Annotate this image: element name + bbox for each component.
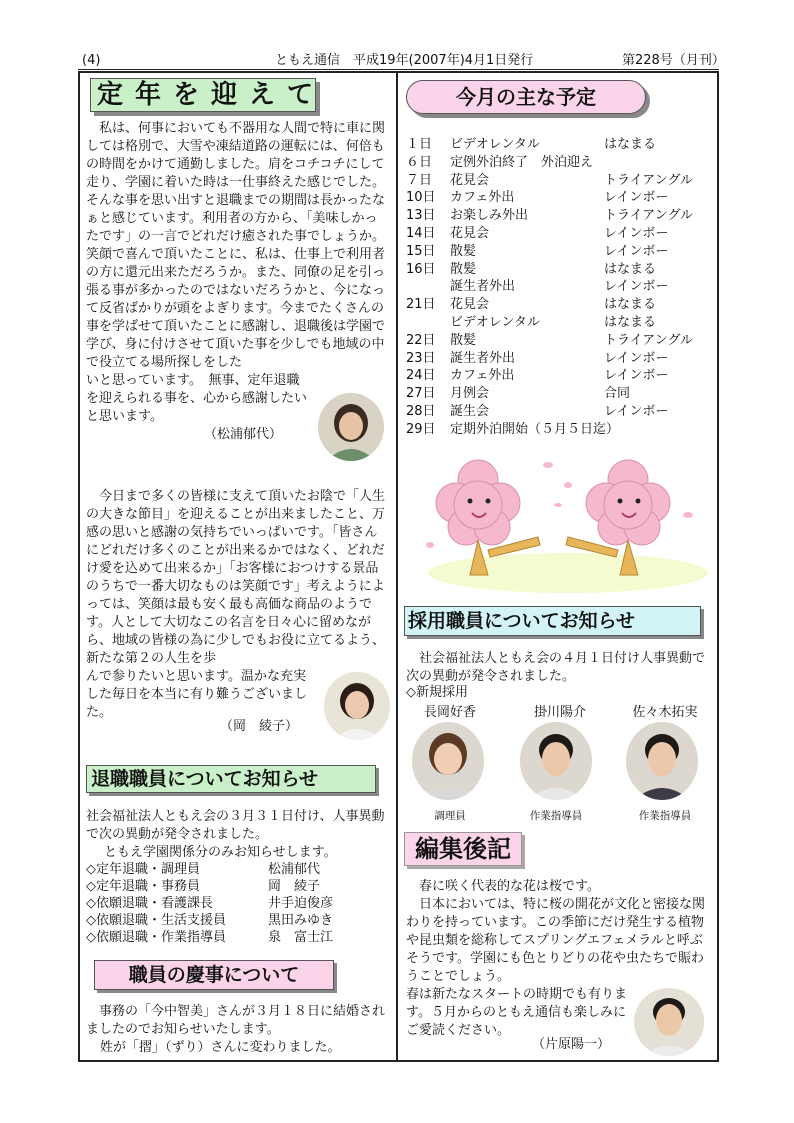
signature-katahara: （片原陽一） (532, 1037, 611, 1052)
hiring-title: 採用職員についてお知らせ (404, 606, 701, 636)
avatar-kakegawa (520, 722, 592, 800)
resign-reason: ◇定年退職・事務員 (86, 879, 200, 894)
avatar-matsuura (318, 393, 384, 461)
resign-name: 松浦郁代 (268, 862, 321, 877)
resignation-title: 退職職員についてお知らせ (86, 765, 376, 793)
page-number: (4) (82, 53, 101, 68)
signature-oka: （岡 綾子） (220, 719, 299, 734)
schedule-title: 今月の主な予定 (406, 80, 646, 114)
resign-reason: ◇依願退職・看護課長 (86, 896, 213, 911)
resign-reason: ◇定年退職・調理員 (86, 862, 200, 877)
avatar-sasaki (626, 722, 698, 800)
column-divider (396, 71, 398, 1062)
signature-matsuura: （松浦郁代） (203, 427, 282, 442)
staff-name: 佐々木拓実 (632, 705, 698, 720)
header-rule (78, 69, 719, 70)
hiring-intro: 社会福祉法人ともえ会の４月１日付け人事異動で次の異動が発令されました。 (406, 651, 706, 684)
retirement-paragraph-2-tail: んで参りたいと思います。温かな充実した毎日を本当に有り難うございました。 (86, 669, 308, 720)
resignation-intro-2: ともえ学園関係分のみお知らせします。 (104, 845, 337, 860)
staff-name: 掛川陽介 (533, 705, 586, 720)
editorial-para-2: 日本においては、特に桜の開花が文化と密接な関わりを持っています。この季節にだけ発生する植物や昆虫類を総称してスプリングエフェメラルと呼ぶそうです。学園にも色とりどりの花や虫たちで賑わうことでしょう。 (406, 897, 706, 984)
issue-number: 第228号（月刊） (622, 53, 725, 68)
staff-role: 作業指導員 (638, 810, 692, 822)
staff-role: 作業指導員 (529, 810, 583, 822)
editorial-title: 編集後記 (404, 832, 522, 866)
resign-reason: ◇依願退職・生活支援員 (86, 913, 226, 928)
resign-name: 黒田みゆき (268, 913, 334, 928)
staff-role: 調理員 (434, 810, 466, 822)
resign-name: 泉 富士江 (268, 930, 334, 945)
cherry-blossom-illustration (418, 445, 714, 593)
resignation-intro: 社会福祉法人ともえ会の３月３１日付け、人事異動で次の異動が発令されました。 (86, 809, 385, 842)
avatar-katahara (634, 988, 704, 1056)
retirement-paragraph-2: 今日まで多くの皆様に支えて頂いたお陰で「人生の大きな節目」を迎えることが出来ましたこと、万感の思いと感謝の気持ちでいっぱいです。「皆さんにどれだけ多くのことが出来るかではなく、どれだけ愛を込めて出来るか」「お客様におつけする景品のうちで一番大切なものは笑顔です」考えようによっては、笑顔は最も安く最も高価な商品のようです。人として大切なこの名言を日々心に留めながら、地域の皆様の為に少しでもお役に立てるよう、新たな第２の人生を歩 (86, 489, 386, 666)
resign-reason: ◇依願退職・作業指導員 (86, 930, 226, 945)
hiring-label: ◇新規採用 (406, 685, 468, 700)
retirement-title: 定年を迎えて (90, 78, 316, 112)
staff-name: 長岡好香 (423, 705, 476, 720)
celebration-title: 職員の慶事について (94, 960, 334, 990)
editorial-para-3: 春は新たなスタートの時期でも有ります。５月からのともえ通信も楽しみにご愛読ください。 (406, 987, 628, 1038)
publication-info: ともえ通信 平成19年(2007年)4月1日発行 (275, 53, 534, 68)
avatar-oka (324, 672, 390, 740)
celebration-line-2: 姓が「摺」（ずり）さんに変わりました。 (100, 1040, 341, 1055)
resign-name: 岡 綾子 (268, 879, 321, 894)
retirement-paragraph-1: 私は、何事においても不器用な人間で特に車に関しては格別で、大雪や凍結道路の運転には、何倍もの時間をかけて通勤しました。肩をコチコチにして走り、学園に着いた時は一仕事終えた感じでした。そんな事を思い出すと退職までの期間は長かったなぁと感じています。利用者の方から、「美味しかったです」の一言でどれだけ癒された事でしょうか。笑顔で喜んで頂いたことに、私は、仕事上で利用者の方に還元出来ただろうか。また、同僚の足を引っ張る事が多かったのではないだろうかと、今になって反省ばかりが頭をよぎります。今までたくさんの事を学ばせて頂いたことに感謝し、退職後は学園で学び、身に付けさせて頂いた事を少しでも地域の中で役立てる場所探しをした (86, 121, 386, 370)
retirement-paragraph-1-tail: いと思っています。 無事、定年退職を迎えられる事を、心から感謝したいと思います。 (86, 373, 308, 424)
editorial-para-1: 春に咲く代表的な花は桜です。 (419, 879, 600, 894)
resign-name: 井手迫俊彦 (268, 896, 334, 911)
avatar-nagaoka (412, 722, 484, 800)
celebration-line-1: 事務の「今中智美」さんが３月１８日に結婚されましたのでお知らせいたします。 (86, 1004, 386, 1037)
